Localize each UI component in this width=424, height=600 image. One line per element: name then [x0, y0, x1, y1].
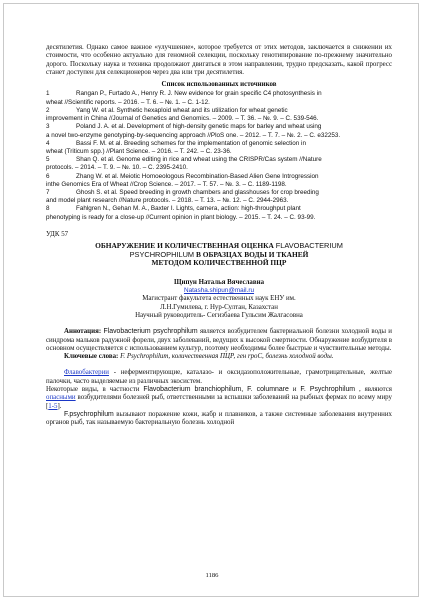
- reference-number: 1: [46, 90, 50, 98]
- reference-list: [46, 90, 392, 221]
- supervisor-line: Научный руководитель- Сегизбаева Гульсим Жалгасовна: [135, 312, 303, 319]
- keywords-text: F. Psychrophilum, количественная ПЦР, ген rpoC, болезнь холодной воды.: [120, 353, 334, 361]
- reference-number: 4: [46, 139, 50, 147]
- reference-number: 7: [46, 188, 50, 196]
- abstract-text: является возбудителем бактериальной болезни холодной воды и синдрома мальков радужной форели, двух заболеваний, ведущих к высокой смертности. Обнаружение возбудителя в основном осуществляется с использованием культур, поэтому необходимы более быстрые и чувствительные методы.: [46, 328, 392, 352]
- affiliation-line-2: Л.Н.Гумилева, г. Нур-Султан, Казахстан: [160, 303, 278, 311]
- title-part3: МЕТОДОМ КОЛИЧЕСТВЕННОЙ ПЦР: [151, 258, 287, 268]
- body-3-text: вызывают поражение кожи, жабр и плавников, а также системные заболевания внутренних органов рыб, так называемую бактериальную болезнь холодной: [46, 410, 392, 427]
- body-2-and: и: [292, 386, 297, 394]
- reference-item: [46, 189, 392, 197]
- reference-text-continuation: wheat (Triticum spp.) //Plant Science. – 2016. – Т. 242. – С. 23-36.: [46, 147, 232, 155]
- body-2-mid: , являются: [358, 386, 392, 394]
- title-part1: ОБНАРУЖЕНИЕ И КОЛИЧЕСТВЕННАЯ ОЦЕНКА: [95, 241, 274, 251]
- reference-number: 8: [46, 205, 50, 213]
- abstract-paragraph: [46, 328, 392, 353]
- keywords-paragraph: [46, 353, 392, 361]
- page-number: 1186: [205, 572, 219, 579]
- reference-text-first-line: Rangan P., Furtado A., Henry R. J. New evidence for grain specific C4 photosynthesis in: [76, 90, 322, 98]
- page-sheet: [3, 3, 419, 597]
- flavobacteria-link[interactable]: Флавобактерии: [64, 369, 109, 377]
- body-paragraph-1: [46, 369, 392, 386]
- title-latin2: PSYCHROPHILUM: [129, 249, 195, 259]
- reference-text-continuation: and model plant research //Nature protocols. – 2018. – Т. 13. – №. 12. – С. 2944-2963.: [46, 197, 289, 205]
- reference-number: 6: [46, 172, 50, 180]
- reference-item: [46, 123, 392, 131]
- title-latin1: FLAVOBACTERIUM: [275, 241, 343, 251]
- reference-text-continuation: inthe Genomics Era of Wheat //Crop Science. – 2017. – Т. 57. – №. 3. – С. 1189-1198.: [46, 180, 287, 188]
- reference-item: [46, 173, 392, 181]
- reference-text-continuation: improvement in China //Journal of Genetics and Genomics. – 2009. – Т. 36. – №. 9. – С. 539-546.: [46, 115, 319, 123]
- reference-number: 5: [46, 156, 50, 164]
- citation-link[interactable]: 1-5: [48, 402, 58, 410]
- body-2-end: возбудителями болезней рыб, ответственными за вспышки заболеваний на рыбных фермах по всему миру [: [46, 394, 392, 410]
- body-paragraph-2: [46, 386, 392, 411]
- body-2-close: ].: [57, 402, 62, 410]
- body-3-species: F.psychrophilum: [64, 410, 114, 418]
- reference-text-first-line: Yang W. et al. Synthetic hexaploid wheat and its utilization for wheat genetic: [76, 106, 288, 114]
- reference-item: [46, 107, 392, 115]
- reference-text-first-line: Shan Q. et al. Genome editing in rice and wheat using the CRISPR/Cas system //Nature: [76, 156, 322, 164]
- reference-text-continuation: wheat //Scientific reports. – 2016. – Т. 6. – №. 1. – С. 1-12.: [46, 98, 210, 106]
- reference-item: [46, 140, 392, 148]
- intro-paragraph: десятилетия. Однако самое важное «улучшение», которое требуется от этих методов, заключается в снижении их стоимости, что особенно актуально для геномной селекции, поскольку генотипирование по-прежнему значительно дорого. Поскольку наука и техника продолжают двигаться в этом направлении, трудно предсказать, какой прогресс станет доступен для селекционеров через два или три десятилетия.: [46, 44, 392, 76]
- keywords-label: Ключевые слова:: [64, 353, 119, 361]
- reference-text-continuation: phenotyping is ready for a close-up //Current opinion in plant biology. – 2015. – Т. 24. – С. 93-99.: [46, 213, 316, 221]
- article-title: [46, 242, 392, 268]
- dangerous-link[interactable]: опасными: [46, 394, 76, 402]
- author-name: Щипун Наталья Вячеславна: [173, 278, 265, 286]
- reference-text-continuation: protocols. – 2014. – Т. 9. – №. 10. – С. 2395-2410.: [46, 164, 188, 172]
- reference-item: [46, 156, 392, 164]
- species-columnare: F. columnare: [247, 386, 289, 394]
- reference-text-first-line: Ghosh S. et al. Speed breeding in growth chambers and glasshouses for crop breeding: [76, 188, 319, 196]
- title-part2: В ОБРАЗЦАХ ВОДЫ И ТКАНЕЙ: [195, 249, 309, 259]
- reference-text-first-line: Fahlgren N., Gehan M. A., Baxter I. Lights, camera, action: high-throughput plant: [76, 205, 301, 213]
- author-email-link[interactable]: Natasha.shipun@mail.ru: [183, 287, 255, 295]
- page-content: [46, 44, 392, 428]
- reference-text-first-line: Bassi F. M. et al. Breeding schemes for the implementation of genomic selection in: [76, 139, 306, 147]
- species-psychrophilum: F. Psychrophilum: [300, 386, 356, 394]
- reference-item: [46, 90, 392, 98]
- species-branchiophilum: Flavobacterium branchiophilum,: [143, 386, 244, 394]
- reference-text-continuation: a novel two-enzyme genotyping-by-sequencing approach //PloS one. – 2012. – Т. 7. – №. 2. – С. e32253.: [46, 131, 341, 139]
- body-2-start: Некоторые виды, в частности: [46, 386, 140, 394]
- references-heading: Список использованных источников: [161, 81, 277, 89]
- reference-text-first-line: Poland J. A. et al. Development of high-density genetic maps for barley and wheat using: [76, 123, 322, 131]
- reference-number: 2: [46, 106, 50, 114]
- reference-text-first-line: Zhang W. et al. Meiotic Homoeologous Recombination-Based Alien Gene Introgression: [76, 172, 319, 180]
- affiliation-line-1: Магистрант факультета естественных наук ЕНУ им.: [142, 295, 296, 303]
- abstract-species: Flavobacterium psychrophilum: [103, 328, 198, 336]
- reference-number: 3: [46, 123, 50, 131]
- abstract-label: Аннотация:: [64, 328, 102, 336]
- reference-item: [46, 205, 392, 213]
- body-1-text: - неферментирующие, каталазо- и оксидазоположительные, грамотрицательные, желтые палочки, часто выделяемые из различных экосистем.: [46, 369, 392, 385]
- udk-code: УДК 57: [46, 230, 69, 238]
- body-paragraph-3: [46, 411, 392, 428]
